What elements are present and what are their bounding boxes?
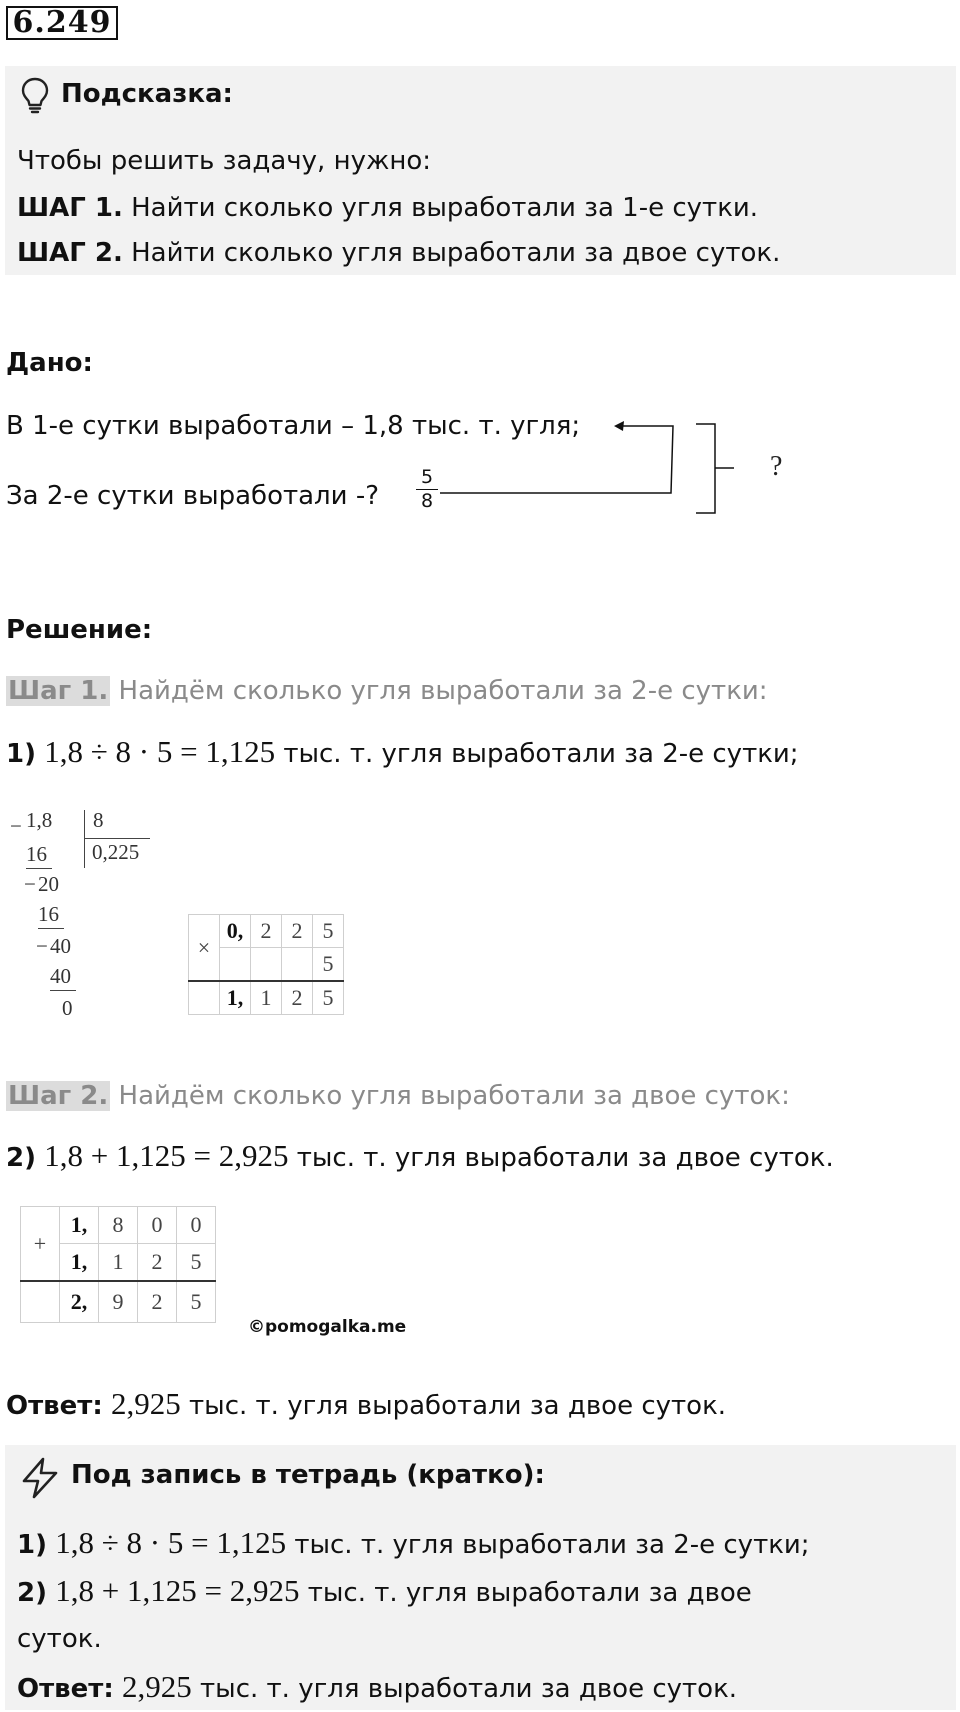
grid-cell: 1 — [251, 981, 282, 1015]
answer-line — [6, 1388, 726, 1422]
notebook-line-2-continuation: суток. — [17, 1624, 102, 1654]
solution-heading: Решение: — [6, 615, 153, 645]
fraction-denominator: 8 — [416, 489, 438, 513]
notebook-line-1-number: 1) — [17, 1530, 47, 1560]
hint-title: Подсказка: — [61, 79, 233, 109]
given-line-1: В 1-е сутки выработали – 1,8 тыс. т. угля; — [6, 411, 581, 441]
minus-sign: − — [24, 872, 36, 896]
grid-cell — [220, 948, 251, 982]
grid-cell: 1, — [60, 1244, 99, 1282]
division-underline — [26, 868, 52, 869]
grid-cell: 5 — [313, 948, 344, 982]
notebook-line-2 — [17, 1575, 752, 1609]
addition-grid — [20, 1206, 216, 1323]
addition-sign: + — [21, 1207, 60, 1282]
problem-number: 6.249 — [6, 6, 118, 40]
division-vertical-line — [84, 810, 85, 868]
minus-sign: − — [36, 934, 48, 958]
given-line-2: За 2-е сутки выработали -? — [6, 481, 380, 511]
answer-value: 2,925 — [111, 1386, 181, 1421]
lightbulb-icon — [20, 76, 50, 114]
division-remainder: 0 — [62, 996, 73, 1020]
fraction-numerator: 5 — [420, 466, 434, 488]
grid-cell: 9 — [99, 1281, 138, 1323]
notebook-line-1-formula: 1,8 ÷ 8 · 5 = 1,125 — [55, 1525, 287, 1560]
division-underline — [38, 928, 64, 929]
hint-intro: Чтобы решить задачу, нужно: — [17, 146, 432, 176]
notebook-line-2-number: 2) — [17, 1578, 47, 1608]
grid-cell — [282, 948, 313, 982]
grid-cell: 1, — [60, 1207, 99, 1244]
step-1-heading — [6, 675, 768, 707]
given-question-mark: ? — [770, 451, 783, 482]
grid-cell: 0 — [177, 1207, 216, 1244]
multiplication-grid — [188, 914, 344, 1015]
step-1-number: 1) — [6, 739, 36, 769]
multiplication-sign: × — [189, 915, 220, 982]
notebook-answer-label: Ответ: — [17, 1674, 114, 1704]
notebook-line-2-text: тыс. т. угля выработали за двое — [299, 1578, 752, 1608]
step-2-text: тыс. т. угля выработали за двое суток. — [288, 1143, 834, 1173]
step-1-text: тыс. т. угля выработали за 2-е сутки; — [275, 739, 799, 769]
grid-cell: 5 — [177, 1244, 216, 1282]
division-row: 16 — [26, 842, 47, 866]
hint-step-1 — [17, 192, 758, 224]
grid-cell: 2 — [138, 1244, 177, 1282]
grid-cell: 2 — [251, 915, 282, 948]
notebook-answer-text: тыс. т. угля выработали за двое суток. — [191, 1674, 738, 1704]
notebook-answer — [17, 1671, 737, 1705]
hint-step-2-text: Найти сколько угля выработали за двое суток. — [122, 238, 781, 268]
given-fraction — [416, 466, 438, 513]
step-2-tag: Шаг 2. — [8, 1081, 109, 1111]
hint-step-2 — [17, 237, 780, 269]
given-bracket-diagram — [440, 410, 740, 520]
minus-sign: − — [10, 814, 22, 838]
hint-step-2-tag: ШАГ 2. — [17, 238, 123, 268]
step-2-heading — [6, 1080, 790, 1112]
division-row: 20 — [38, 872, 59, 896]
notebook-line-2-formula: 1,8 + 1,125 = 2,925 — [55, 1573, 300, 1608]
division-underline — [50, 990, 76, 991]
division-divisor: 8 — [93, 808, 104, 832]
grid-cell — [189, 981, 220, 1015]
grid-cell: 2 — [282, 981, 313, 1015]
copyright-watermark: ©pomogalka.me — [248, 1317, 407, 1337]
grid-cell: 0, — [220, 915, 251, 948]
grid-cell: 2 — [138, 1281, 177, 1323]
grid-cell: 0 — [138, 1207, 177, 1244]
step-1-title: Найдём сколько угля выработали за 2-е сутки: — [110, 676, 768, 706]
notebook-line-1-text: тыс. т. угля выработали за 2-е сутки; — [286, 1530, 810, 1560]
lightning-icon — [18, 1456, 62, 1500]
division-row: 16 — [38, 902, 59, 926]
grid-cell: 1 — [99, 1244, 138, 1282]
grid-cell: 2, — [60, 1281, 99, 1323]
division-quotient: 0,225 — [92, 840, 140, 864]
step-2-equation — [6, 1140, 834, 1174]
step-2-title: Найдём сколько угля выработали за двое суток: — [110, 1081, 790, 1111]
grid-cell: 8 — [99, 1207, 138, 1244]
grid-cell: 5 — [313, 981, 344, 1015]
notebook-title: Под запись в тетрадь (кратко): — [71, 1460, 545, 1490]
given-heading: Дано: — [6, 348, 93, 378]
step-1-formula: 1,8 ÷ 8 · 5 = 1,125 — [44, 734, 276, 769]
answer-label: Ответ: — [6, 1391, 103, 1421]
division-dividend: 1,8 — [26, 808, 53, 832]
grid-cell: 5 — [313, 915, 344, 948]
grid-cell: 1, — [220, 981, 251, 1015]
notebook-answer-value: 2,925 — [122, 1669, 192, 1704]
division-quotient-line — [85, 838, 150, 839]
grid-cell — [251, 948, 282, 982]
division-row: 40 — [50, 934, 71, 958]
step-1-equation — [6, 736, 799, 770]
grid-cell: 5 — [177, 1281, 216, 1323]
notebook-line-1 — [17, 1527, 810, 1561]
step-1-tag: Шаг 1. — [8, 676, 109, 706]
step-2-formula: 1,8 + 1,125 = 2,925 — [44, 1138, 289, 1173]
grid-cell: 2 — [282, 915, 313, 948]
division-row: 40 — [50, 964, 71, 988]
long-division — [0, 800, 170, 1030]
hint-step-1-text: Найти сколько угля выработали за 1-е сутки. — [122, 193, 759, 223]
hint-step-1-tag: ШАГ 1. — [17, 193, 123, 223]
step-2-number: 2) — [6, 1143, 36, 1173]
grid-cell — [21, 1281, 60, 1323]
answer-text: тыс. т. угля выработали за двое суток. — [180, 1391, 727, 1421]
